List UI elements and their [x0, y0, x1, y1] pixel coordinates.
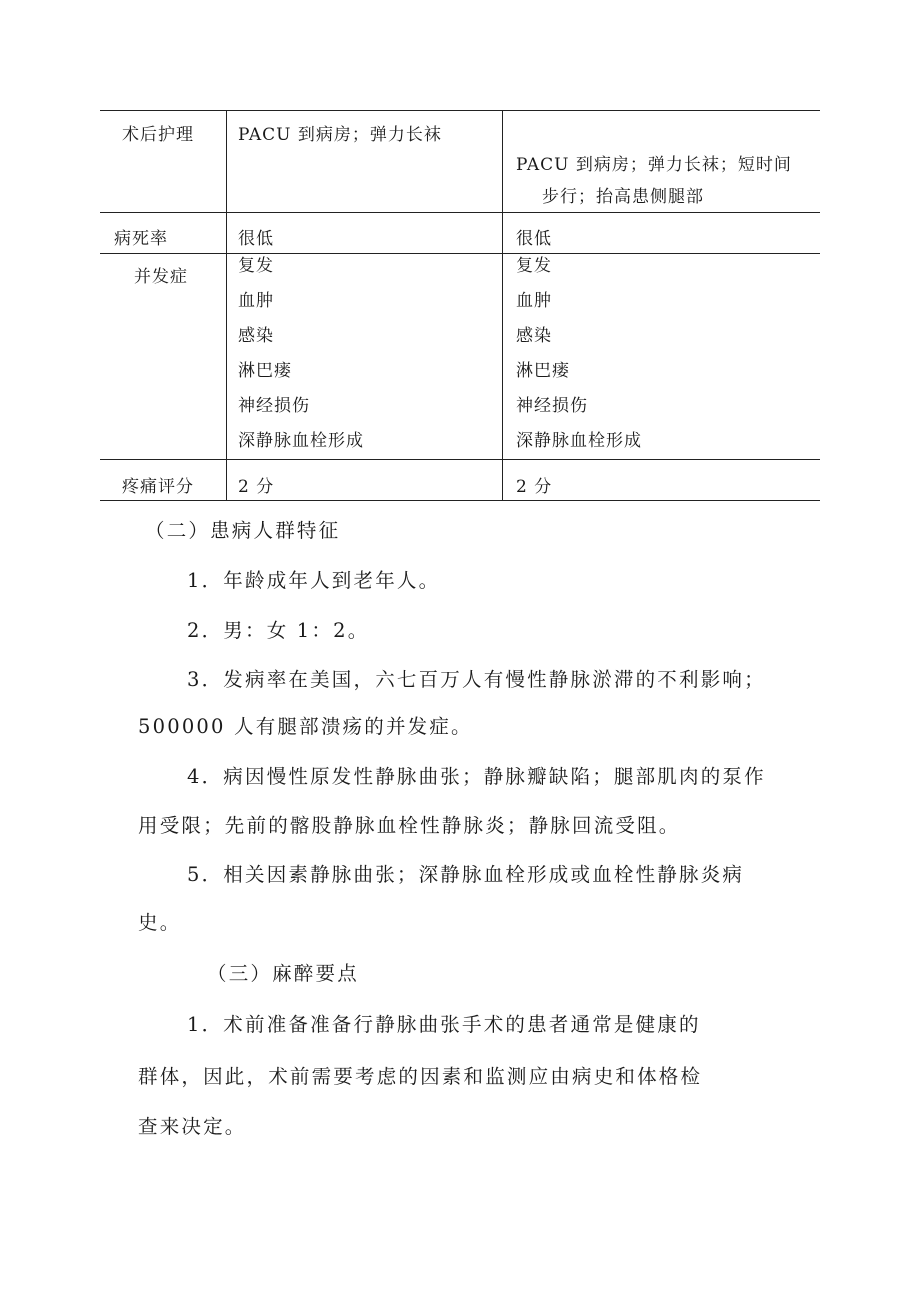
table-row-label: 疼痛评分	[122, 477, 194, 497]
list-item: 淋巴瘘	[238, 361, 292, 381]
table-top-border	[100, 110, 820, 111]
table-cell: 步行；抬高患侧腿部	[542, 187, 704, 207]
list-item: 复发	[516, 256, 552, 276]
list-item: 血肿	[238, 291, 274, 311]
table-row-divider	[100, 253, 820, 254]
table-cell: PACU 到病房；弹力长袜	[238, 125, 442, 145]
table-column-divider	[502, 110, 503, 501]
complication-list	[516, 258, 642, 468]
list-item: 神经损伤	[516, 396, 588, 416]
list-item: 神经损伤	[238, 396, 310, 416]
table-row-label: 并发症	[134, 267, 188, 287]
table-row-label: 病死率	[114, 229, 168, 249]
table-row-label: 术后护理	[122, 125, 194, 145]
paragraph-line: 群体，因此，术前需要考虑的因素和监测应由病史和体格检	[138, 1065, 703, 1088]
list-item: 深静脉血栓形成	[516, 431, 642, 451]
table-row-divider	[100, 212, 820, 213]
list-item: 深静脉血栓形成	[238, 431, 364, 451]
table-cell: 2 分	[516, 477, 553, 497]
table-row-divider	[100, 459, 820, 460]
table-column-divider	[226, 110, 227, 501]
list-item: 感染	[516, 326, 552, 346]
paragraph-line: 4．病因慢性原发性静脉曲张；静脉瓣缺陷；腿部肌肉的泵作	[187, 765, 766, 788]
table-cell: 2 分	[238, 477, 275, 497]
table-bottom-border	[100, 500, 820, 501]
paragraph-line: 500000 人有腿部溃疡的并发症。	[138, 715, 473, 738]
list-item: 血肿	[516, 291, 552, 311]
paragraph-line: 1．年龄成年人到老年人。	[187, 569, 441, 592]
paragraph-line: 1．术前准备准备行静脉曲张手术的患者通常是健康的	[187, 1013, 701, 1036]
paragraph-line: 5．相关因素静脉曲张；深静脉血栓形成或血栓性静脉炎病	[187, 863, 745, 886]
table-cell: PACU 到病房；弹力长袜；短时间	[516, 155, 792, 175]
section-heading: （三）麻醉要点	[207, 962, 359, 985]
paragraph-line: 2．男：女 1：2。	[187, 619, 370, 642]
table-cell: 很低	[238, 229, 274, 249]
list-item: 感染	[238, 326, 274, 346]
paragraph-line: 史。	[138, 911, 182, 934]
paragraph-line: 用受限；先前的髂股静脉血栓性静脉炎；静脉回流受阻。	[138, 814, 681, 837]
table-cell: 很低	[516, 229, 552, 249]
paragraph-line: 3．发病率在美国，六七百万人有慢性静脉淤滞的不利影响；	[187, 668, 766, 691]
section-heading: （二）患病人群特征	[145, 519, 341, 542]
list-item: 复发	[238, 256, 274, 276]
list-item: 淋巴瘘	[516, 361, 570, 381]
paragraph-line: 查来决定。	[138, 1115, 247, 1138]
complication-list	[238, 258, 364, 468]
